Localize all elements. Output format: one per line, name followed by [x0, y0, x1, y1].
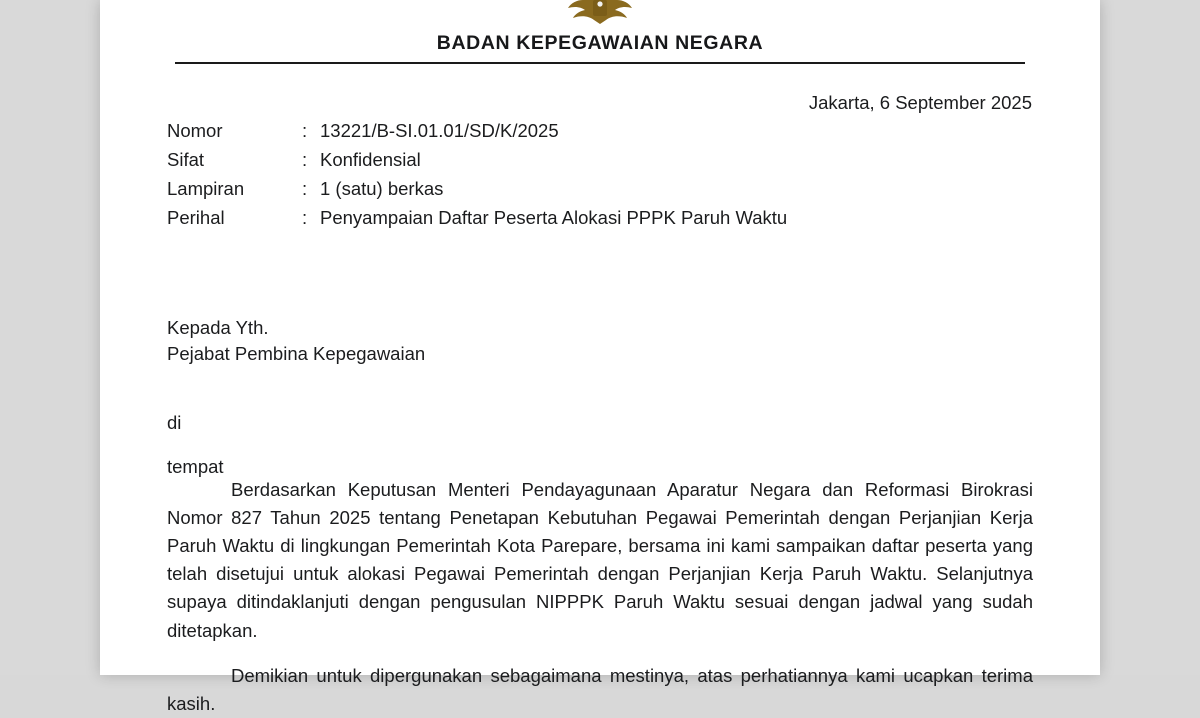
- addressee-place-value: tempat: [167, 455, 224, 477]
- addressee-recipient: Pejabat Pembina Kepegawaian: [167, 343, 426, 365]
- letter-page: [100, 0, 1100, 714]
- metadata-colon: :: [302, 178, 308, 199]
- header-divider-rule: [175, 62, 1025, 64]
- metadata-value: Penyampaian Daftar Peserta Alokasi PPPK Paruh Waktu: [320, 207, 788, 228]
- metadata-colon: :: [302, 207, 308, 228]
- letter-metadata: [167, 120, 787, 236]
- metadata-row-perihal: [167, 207, 787, 229]
- addressee-place-preposition: di: [167, 412, 182, 433]
- letterhead-title: BADAN KEPEGAWAIAN NEGARA: [436, 32, 764, 54]
- metadata-row-lampiran: [167, 178, 787, 200]
- metadata-value: 1 (satu) berkas: [320, 178, 444, 199]
- metadata-label: Nomor: [167, 120, 223, 141]
- addressee-salutation: Kepada Yth.: [167, 317, 269, 338]
- metadata-colon: :: [302, 120, 308, 141]
- metadata-label: Sifat: [167, 149, 205, 170]
- addressee-block: [167, 315, 425, 368]
- metadata-colon: :: [302, 149, 308, 170]
- addressee-place-block: [167, 410, 224, 481]
- body-paragraph-1: Berdasarkan Keputusan Menteri Pendayagunaan Aparatur Negara dan Reformasi Birokrasi Nomor 827 Tahun 2025 tentang Penetapan Kebutuhan Pegawai Pemerintah dengan Perjanjian Kerja Paruh Waktu di lingkungan Pemerintah Kota Parepare, bersama ini kami sampaikan daftar peserta yang telah disetujui untuk alokasi Pegawai Pemerintah dengan Perjanjian Kerja Paruh Waktu. Selanjutnya supaya ditindaklanjuti dengan pengusulan NIPPPK Paruh Waktu sesuai dengan jadwal yang sudah ditetapkan.: [167, 479, 1033, 641]
- metadata-row-nomor: [167, 120, 787, 142]
- metadata-label: Perihal: [167, 207, 225, 228]
- letter-body: [167, 476, 1033, 718]
- body-paragraph-2: Demikian untuk dipergunakan sebagaimana mestinya, atas perhatiannya kami ucapkan terima kasih.: [167, 664, 1033, 714]
- metadata-value: Konfidensial: [320, 149, 421, 170]
- metadata-row-sifat: [167, 149, 787, 171]
- garuda-pancasila-emblem: [563, 0, 637, 26]
- metadata-label: Lampiran: [167, 178, 245, 199]
- dateline: Jakarta, 6 September 2025: [808, 92, 1032, 113]
- metadata-value: 13221/B-SI.01.01/SD/K/2025: [320, 120, 559, 141]
